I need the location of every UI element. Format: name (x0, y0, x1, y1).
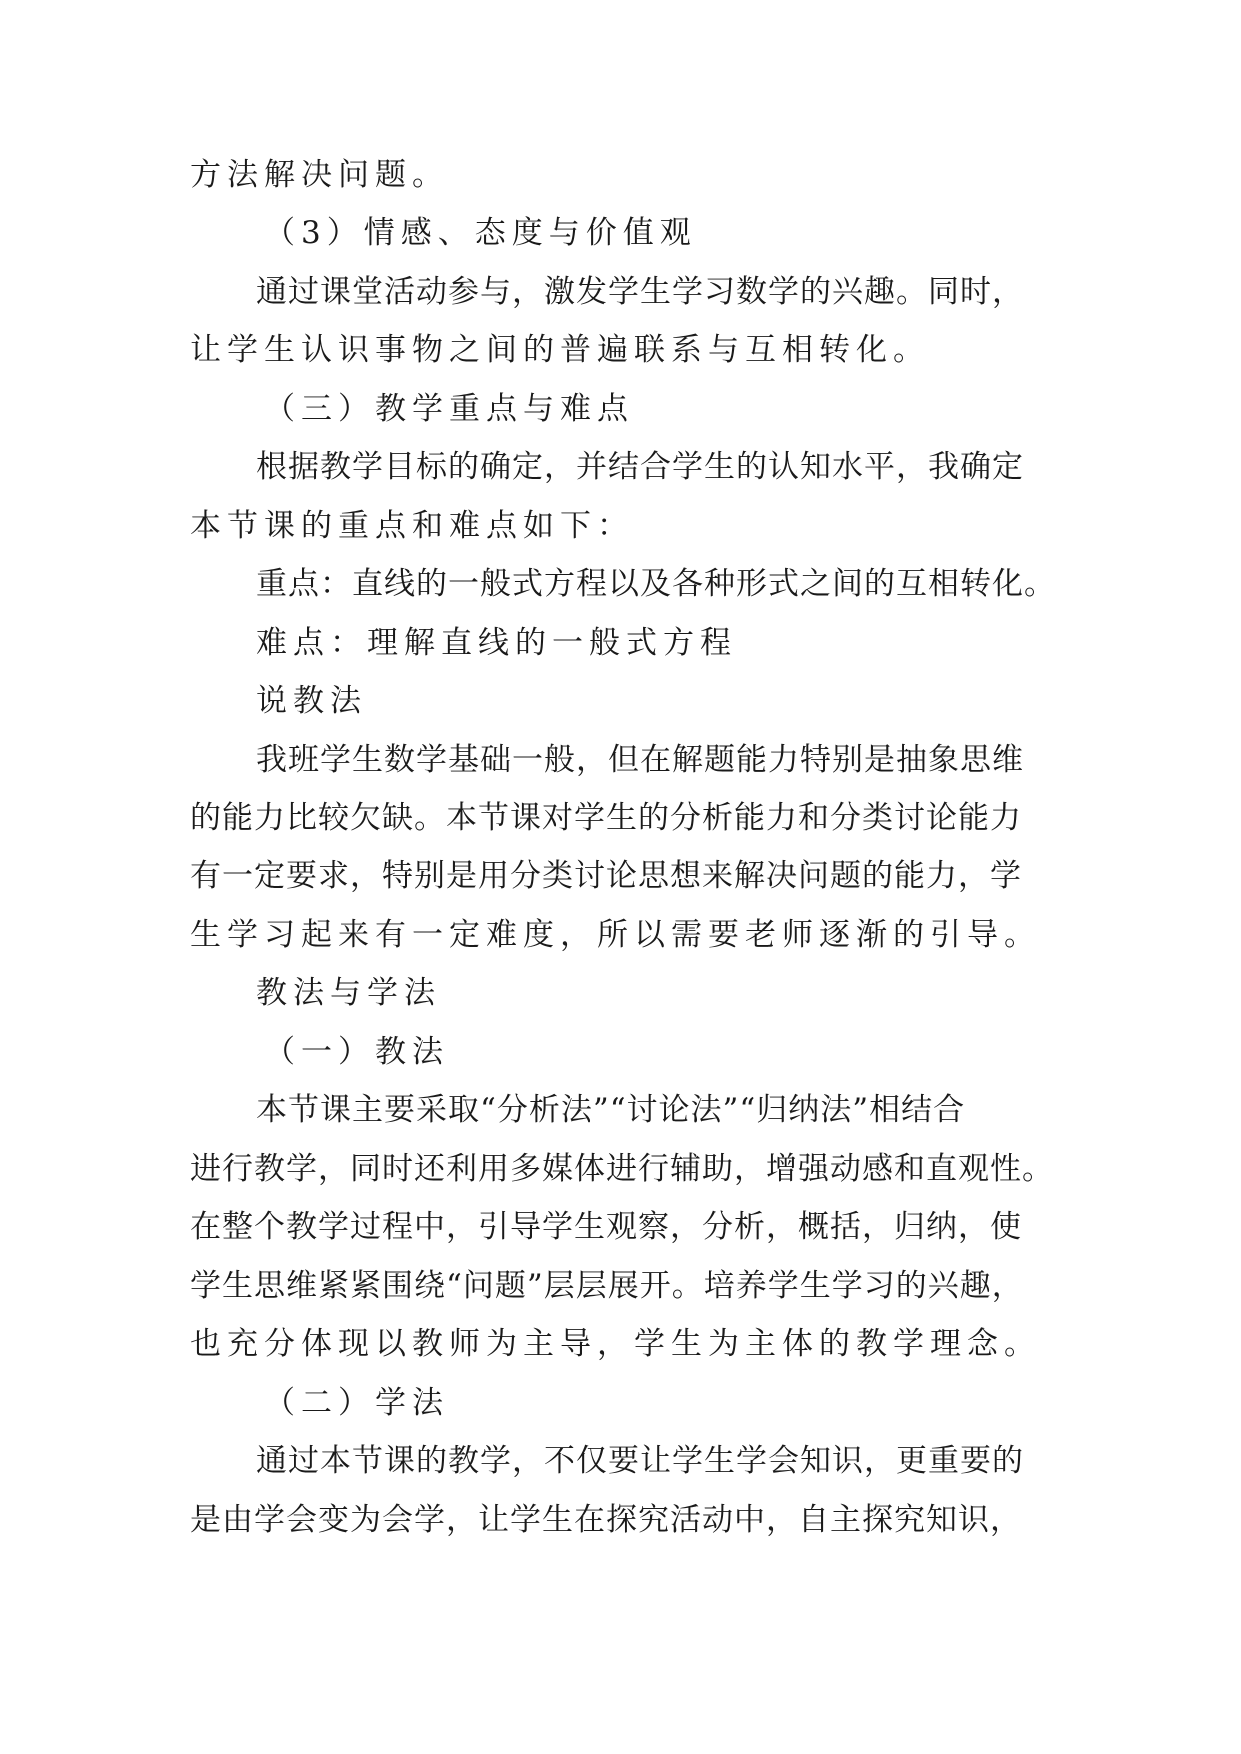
subsection-heading: （二）学法 (264, 1385, 449, 1421)
text-line: 是由学会变为会学，让学生在探究活动中，自主探究知识， (190, 1502, 1022, 1538)
subsection-heading: （3）情感、态度与价值观 (264, 215, 697, 251)
text-line: 方法解决问题。 (190, 157, 449, 193)
section-heading: （三）教学重点与难点 (264, 391, 634, 427)
section-heading: 教法与学法 (256, 975, 441, 1011)
text-line: 让学生认识事物之间的普遍联系与互相转化。 (190, 332, 930, 368)
text-line: 通过本节课的教学，不仅要让学生学会知识，更重要的 (256, 1443, 1024, 1479)
text-line: 在整个教学过程中，引导学生观察，分析，概括，归纳，使 (190, 1209, 1022, 1245)
text-line: 重点：直线的一般式方程以及各种形式之间的互相转化。 (256, 566, 1056, 602)
text-line: 学生思维紧紧围绕“问题”层层展开。培养学生学习的兴趣， (190, 1268, 1024, 1304)
text-line: 通过课堂活动参与，激发学生学习数学的兴趣。同时， (256, 274, 1024, 310)
text-line: 我班学生数学基础一般，但在解题能力特别是抽象思维 (256, 742, 1024, 778)
text-line: 本节课主要采取“分析法”“讨论法”“归纳法”相结合 (256, 1092, 966, 1128)
text-line: 根据教学目标的确定，并结合学生的认知水平，我确定 (256, 449, 1024, 485)
text-line: 有一定要求，特别是用分类讨论思想来解决问题的能力，学 (190, 858, 1022, 894)
text-line: 生学习起来有一定难度，所以需要老师逐渐的引导。 (190, 917, 1041, 953)
text-line: 本节课的重点和难点如下： (190, 508, 634, 544)
section-heading: 说教法 (256, 683, 367, 719)
text-line: 进行教学，同时还利用多媒体进行辅助，增强动感和直观性。 (190, 1151, 1054, 1187)
text-line: 难点：理解直线的一般式方程 (256, 625, 737, 661)
text-line: 也充分体现以教师为主导，学生为主体的教学理念。 (190, 1326, 1041, 1362)
text-line: 的能力比较欠缺。本节课对学生的分析能力和分类讨论能力 (190, 800, 1022, 836)
subsection-heading: （一）教法 (264, 1034, 449, 1070)
